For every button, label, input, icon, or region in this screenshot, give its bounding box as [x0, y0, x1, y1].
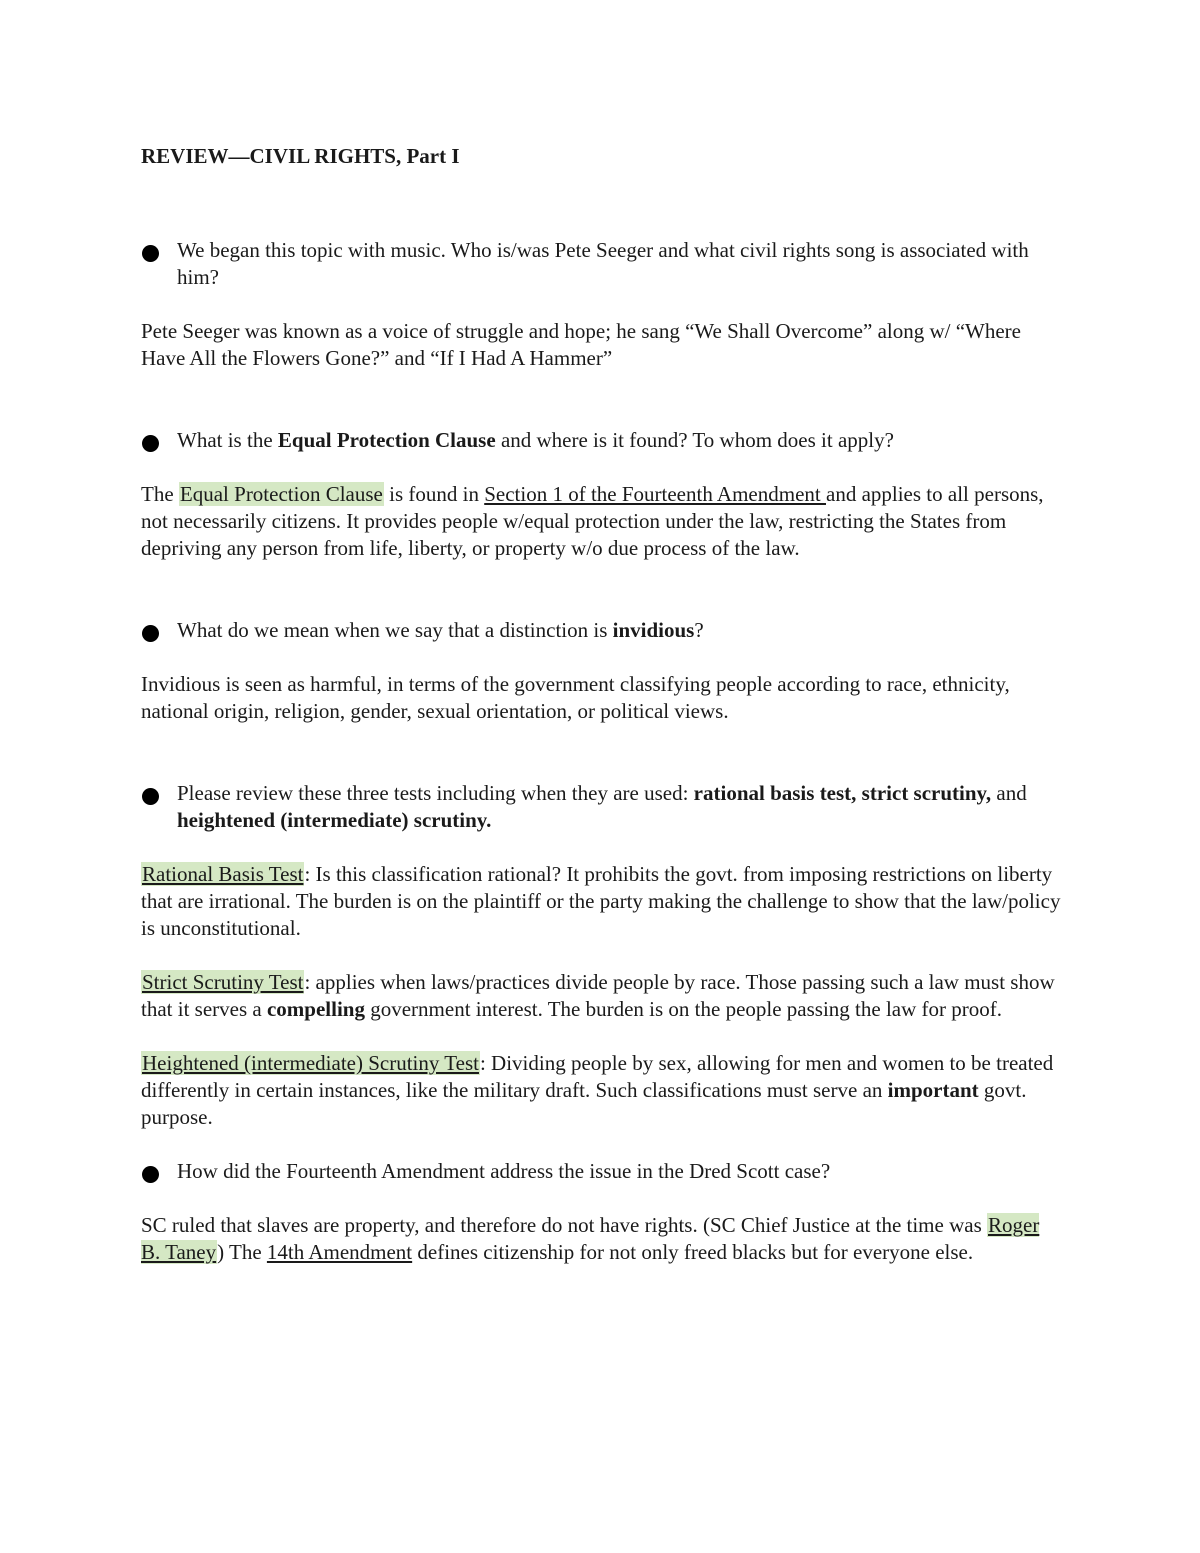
highlighted-term: Equal Protection Clause — [179, 482, 383, 506]
answer-heightened-scrutiny: Heightened (intermediate) Scrutiny Test: Dividing people by sex, allowing for men and women to be treated differently in certain instances, like the military draft. Such classifications must serve an important govt. purpose. — [141, 1051, 1054, 1129]
question-4: Please review these three tests including when they are used: rational basis test, strict scrutiny, and heightened (intermediate) scrutiny. — [141, 780, 1061, 834]
question-5 — [141, 1158, 1061, 1185]
highlighted-term: Heightened (intermediate) Scrutiny Test — [142, 1051, 479, 1075]
answer-2: The Equal Protection Clause is found in Section 1 of the Fourteenth Amendment and applies to all persons, not necessarily citizens. It provides people w/equal protection under the law, restricting the States from depriving any person from life, liberty, or property w/o due process of the law. — [141, 482, 1044, 560]
bullet-icon — [142, 435, 159, 452]
key-term: rational basis test, strict scrutiny, — [693, 781, 992, 805]
key-term: invidious — [612, 618, 695, 642]
bullet-icon — [142, 625, 159, 642]
document-title: REVIEW—CIVIL RIGHTS, Part I — [141, 144, 460, 168]
answer-strict-scrutiny: Strict Scrutiny Test: applies when laws/practices divide people by race. Those passing such a law must show that it serves a compelling government interest. The burden is on the people passing the law for proof. — [141, 970, 1055, 1021]
answer-1 — [141, 318, 1061, 372]
highlighted-term: Roger B. Taney — [141, 1213, 1040, 1264]
underlined-reference: 14th Amendment — [266, 1240, 413, 1264]
question-3: What do we mean when we say that a distinction is invidious? — [141, 617, 1061, 644]
document-page — [141, 143, 1061, 1266]
key-term: heightened (intermediate) scrutiny. — [177, 808, 492, 832]
answer-5: SC ruled that slaves are property, and therefore do not have rights. (SC Chief Justice at the time was Roger B. Taney) The 14th Amendment defines citizenship for not only freed blacks but for everyone else. — [141, 1213, 1040, 1264]
answer-3 — [141, 671, 1061, 725]
key-term: compelling — [266, 997, 365, 1021]
bullet-icon — [142, 788, 159, 805]
question-5-text: How did the Fourteenth Amendment address the issue in the Dred Scott case? — [177, 1159, 831, 1183]
question-1-text: We began this topic with music. Who is/was Pete Seeger and what civil rights song is associated with him? — [177, 238, 1029, 289]
bullet-icon — [142, 245, 159, 262]
highlighted-term: Strict Scrutiny Test — [142, 970, 304, 994]
underlined-reference: Section 1 of the Fourteenth Amendment — [484, 482, 826, 506]
question-1 — [141, 237, 1061, 291]
question-2: What is the Equal Protection Clause and where is it found? To whom does it apply? — [141, 427, 1061, 454]
answer-rational-basis: Rational Basis Test: Is this classification rational? It prohibits the govt. from imposing restrictions on liberty that are irrational. The burden is on the plaintiff or the party making the challenge to show that the law/policy is unconstitutional. — [141, 862, 1061, 940]
key-term: important — [887, 1078, 979, 1102]
answer-1-text: Pete Seeger was known as a voice of struggle and hope; he sang “We Shall Overcome” along w/ “Where Have All the Flowers Gone?” and “If I Had A Hammer” — [141, 319, 1022, 370]
answer-3-text: Invidious is seen as harmful, in terms of the government classifying people according to race, ethnicity, national origin, religion, gender, sexual orientation, or political views. — [141, 672, 1010, 723]
highlighted-term: Rational Basis Test — [142, 862, 304, 886]
key-term: Equal Protection Clause — [277, 428, 496, 452]
bullet-icon — [142, 1166, 159, 1183]
